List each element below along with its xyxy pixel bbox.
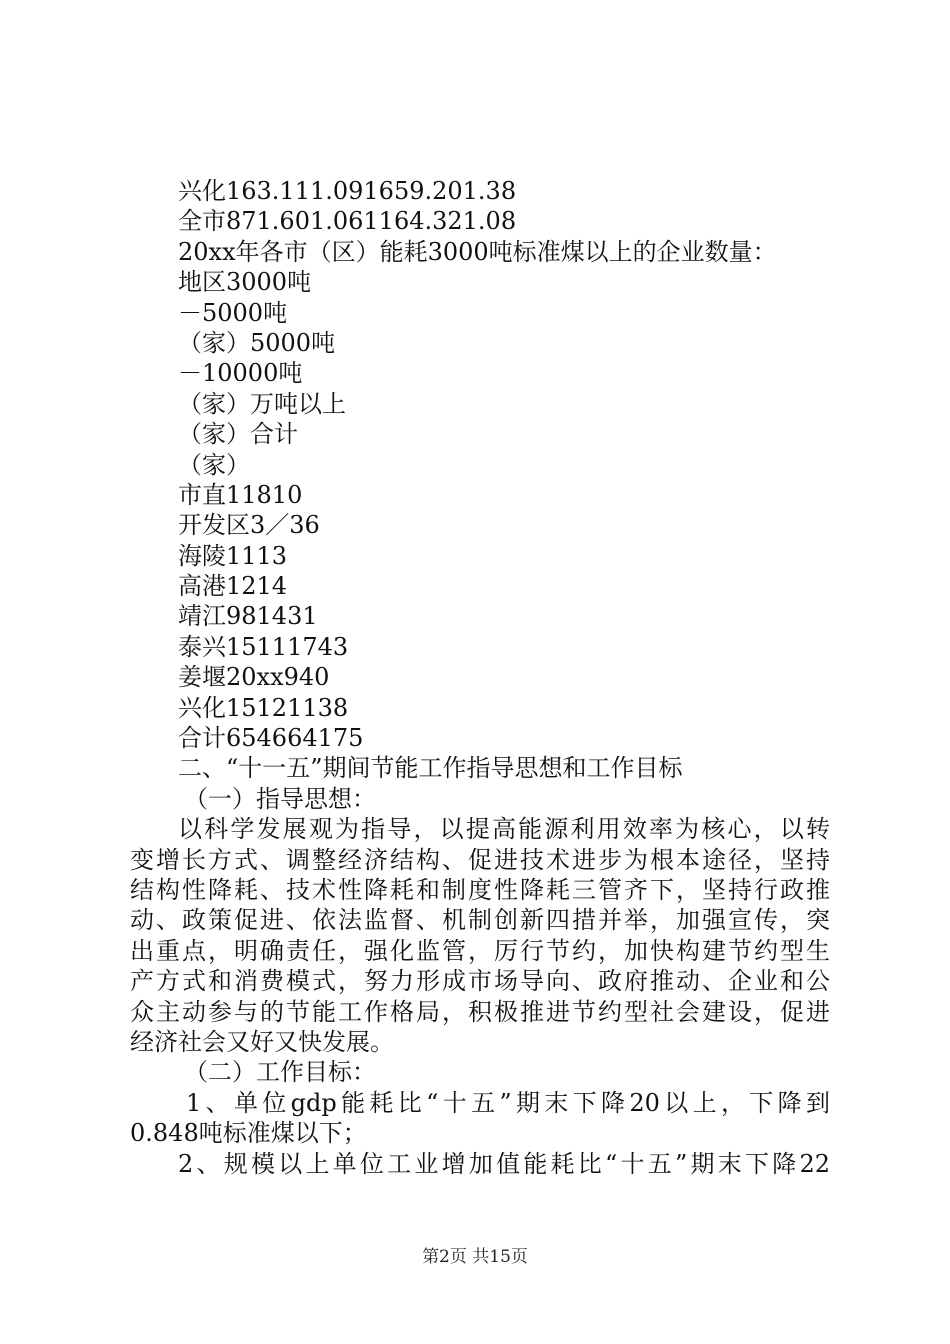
text-line: 泰兴15111743: [178, 632, 349, 661]
text-line: 高港1214: [178, 572, 288, 601]
text-line: 海陵1113: [178, 541, 288, 570]
guiding-paragraph: [130, 814, 830, 1057]
paragraph-line: 变增长方式、调整经济结构、促进技术进步为根本途径，坚持: [130, 845, 830, 874]
text-line: （家）合计: [178, 420, 298, 449]
target-item-1: [130, 1088, 830, 1149]
text-line: 姜堰20xx940: [178, 663, 330, 692]
paragraph-line: 0.848吨标准煤以下；: [130, 1119, 367, 1148]
subsection-heading-guiding: （一）指导思想：: [184, 784, 376, 813]
text-line: －5000吨: [178, 298, 288, 327]
paragraph-line: 众主动参与的节能工作格局，积极推进节约型社会建设，促进: [130, 997, 830, 1026]
text-line: （家）万吨以上: [178, 389, 346, 418]
text-line: 市直11810: [178, 480, 303, 509]
paragraph-line: 动、政策促进、依法监督、机制创新四措并举，加强宣传，突: [130, 906, 830, 935]
text-line: 开发区3／36: [178, 511, 320, 540]
subsection-heading-target: （二）工作目标：: [184, 1058, 376, 1087]
section-heading: 二、“十一五”期间节能工作指导思想和工作目标: [178, 754, 683, 783]
paragraph-line: 结构性降耗、技术性降耗和制度性降耗三管齐下，坚持行政推: [130, 875, 830, 904]
text-line: 地区3000吨: [178, 268, 312, 297]
text-line: 20xx年各市（区）能耗3000吨标准煤以上的企业数量：: [178, 237, 777, 266]
paragraph-line: 出重点，明确责任，强化监管，厉行节约，加快构建节约型生: [130, 936, 830, 965]
text-line: （家）: [178, 450, 250, 479]
text-line: －10000吨: [178, 359, 303, 388]
text-line: 合计654664175: [178, 724, 364, 753]
text-line: 兴化163.111.091659.201.38: [178, 177, 517, 205]
paragraph-line: 产方式和消费模式，努力形成市场导向、政府推动、企业和公: [130, 967, 830, 996]
target-item-2: [130, 1149, 830, 1179]
paragraph-line: 1、单位gdp能耗比“十五”期末下降20以上，下降到: [186, 1088, 830, 1117]
text-line: 全市871.601.061164.321.08: [178, 207, 517, 236]
paragraph-line: 以科学发展观为指导，以提高能源利用效率为核心，以转: [178, 815, 830, 844]
document-body: [130, 176, 830, 1179]
paragraph-line: 2、规模以上单位工业增加值能耗比“十五”期末下降22: [178, 1149, 830, 1178]
paragraph-line: 经济社会又好又快发展。: [130, 1027, 394, 1056]
text-line: （家）5000吨: [178, 328, 336, 357]
text-line: 兴化15121138: [178, 693, 349, 722]
page-footer: 第2页 共15页: [422, 1247, 528, 1267]
text-line: 靖江981431: [178, 602, 318, 631]
